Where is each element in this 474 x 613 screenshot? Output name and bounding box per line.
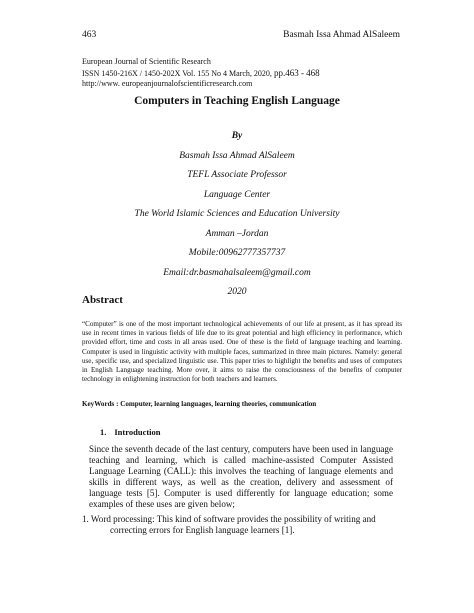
abstract-heading: Abstract (82, 294, 123, 306)
running-author: Basmah Issa Ahmad AlSaleem (283, 30, 400, 40)
journal-issn (82, 68, 402, 80)
paper-title: Computers in Teaching English Language (134, 95, 340, 107)
abstract-text: “Computer” is one of the most important technological achievements of our life at present, as it has spread its use in recent times in various fields of life due to its great potential and high efficiency in performance, which provided effort, time and costs in all areas used. One of these is the field of language teaching and learning. Computer is used in linguistic activity with multiple faces, summarized in three main pictures. Namely: general use, specific use, and specialized linguistic use. This paper tries to highlight the benefits and uses of computers in English Language teaching. More over, it aims to raise the consciousness of the benefits of computer technology in enlightening instruction for both teachers and learners. (82, 320, 402, 384)
by-label: By (231, 131, 243, 141)
author-email: Email:dr.basmahalsaleem@gmail.com (163, 267, 311, 278)
section-heading-introduction (100, 427, 161, 437)
author-year: 2020 (227, 287, 247, 297)
journal-name: European Journal of Scientific Research (82, 57, 211, 66)
running-header (82, 30, 400, 40)
author-mobile: Mobile:00962777357737 (188, 248, 286, 258)
journal-pages: pp.463 - 468 (273, 67, 320, 78)
author-block (60, 130, 414, 306)
author-university: The World Islamic Sciences and Education University (134, 209, 340, 219)
author-location: Amman –Jordan (205, 228, 269, 239)
list-item-text: 1. Word processing: This kind of software provides the possibility of writing and (82, 514, 376, 524)
journal-url: http://www. europeanjournalofscientificresearch.com (82, 79, 253, 88)
list-item-continuation: correcting errors for English language learners [1]. (110, 524, 295, 535)
introduction-paragraph: Since the seventh decade of the last century, computers have been used in language teaching and learning, which is called machine-assisted Computer Assisted Language Learning (CALL): this involves the teaching of language elements and skills in different ways, as well as the creation, delivery and assessment of language tests [5]. Computer is used differently for language education; some examples of these uses are given below; (89, 444, 393, 509)
journal-info (82, 57, 402, 90)
author-position: TEFL Associate Professor (187, 170, 287, 180)
section-title: Introduction (114, 427, 161, 437)
journal-issn-text: ISSN 1450-216X / 1450-202X Vol. 155 No 4 March, 2020, (82, 68, 274, 78)
section-number: 1. (100, 427, 107, 437)
list-item-word-processing (82, 514, 400, 536)
page-number: 463 (82, 30, 97, 40)
author-department: Language Center (203, 189, 271, 200)
keywords: KeyWords : Computer, learning languages, learning theories, communication (82, 400, 317, 408)
author-name: Basmah Issa Ahmad AlSaleem (179, 150, 295, 161)
